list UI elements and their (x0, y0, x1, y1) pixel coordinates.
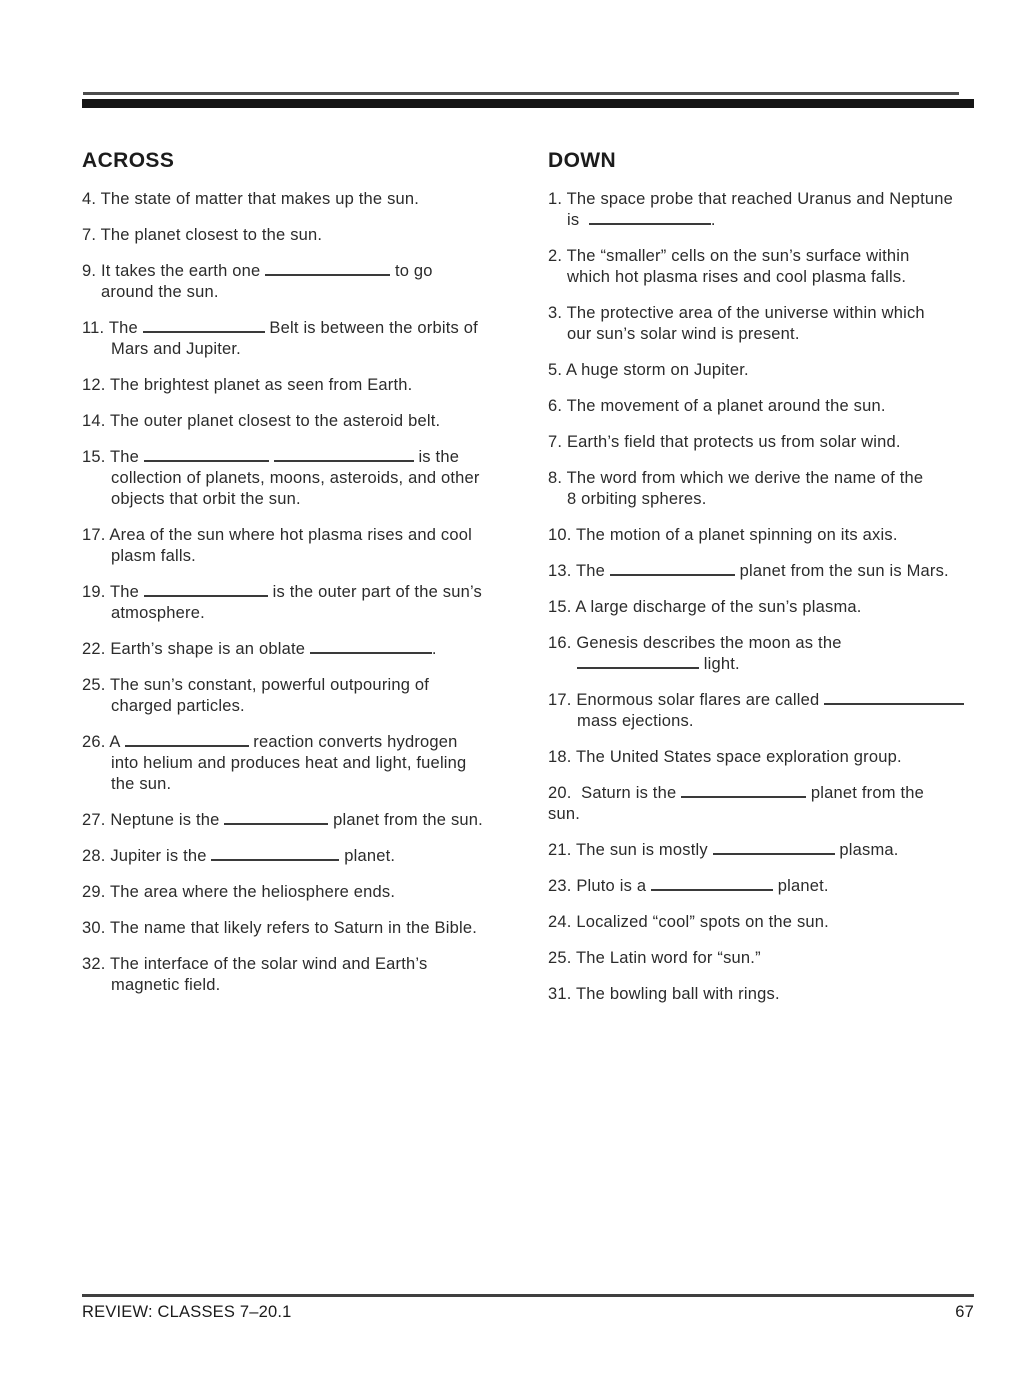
clue-item: 27. Neptune is the planet from the sun. (82, 811, 483, 829)
clue-item: 26. A reaction converts hydrogen into helium and produces heat and light, fueling the sun. (82, 733, 467, 793)
clue-item: 31. The bowling ball with rings. (548, 985, 780, 1003)
clue-item: 13. The planet from the sun is Mars. (548, 562, 949, 580)
clue-item: 10. The motion of a planet spinning on its axis. (548, 526, 898, 544)
clue-number: 16. (548, 634, 577, 652)
clue-item: 7. The planet closest to the sun. (82, 226, 323, 244)
clue-number: 6. (548, 397, 567, 415)
across-heading: ACROSS (82, 149, 175, 172)
clue-item: 12. The brightest planet as seen from Earth. (82, 376, 413, 394)
clue-number: 13. (548, 562, 577, 580)
clue-number: 26. (82, 733, 110, 751)
across-clue-list (82, 189, 508, 996)
answer-blank (713, 840, 835, 855)
clue-item: 1. The space probe that reached Uranus and Neptune is . (548, 190, 954, 229)
clue-number: 20. (548, 784, 577, 802)
clue-item: 25. The Latin word for “sun.” (548, 949, 761, 967)
clue-number: 7. (548, 433, 567, 451)
answer-blank (211, 846, 339, 861)
clue-item: 23. Pluto is a planet. (548, 877, 829, 895)
clue-number: 5. (548, 361, 567, 379)
footer-title: REVIEW: CLASSES 7–20.1 (82, 1303, 292, 1321)
clue-number: 10. (548, 526, 577, 544)
clue-item: 21. The sun is mostly plasma. (548, 841, 899, 859)
across-section (82, 149, 508, 1020)
clue-item: 2. The “smaller” cells on the sun’s surface within which hot plasma rises and cool plasma falls. (548, 247, 910, 286)
page-number: 67 (955, 1303, 974, 1321)
answer-blank (610, 561, 735, 576)
clue-number: 27. (82, 811, 111, 829)
clue-number: 31. (548, 985, 577, 1003)
answer-blank (144, 447, 269, 462)
clue-number: 24. (548, 913, 577, 931)
clue-item: 24. Localized “cool” spots on the sun. (548, 913, 829, 931)
answer-blank (681, 783, 806, 798)
clue-item: 19. The is the outer part of the sun’s atmosphere. (82, 583, 482, 622)
clue-item: 17. Area of the sun where hot plasma rises and cool plasm falls. (82, 526, 472, 565)
clue-number: 18. (548, 748, 577, 766)
clue-number: 32. (82, 955, 111, 973)
clue-item: 18. The United States space exploration group. (548, 748, 902, 766)
clues-container (82, 149, 974, 1020)
clue-item: 6. The movement of a planet around the sun. (548, 397, 886, 415)
clue-item: 22. Earth’s shape is an oblate . (82, 640, 437, 658)
clue-number: 7. (82, 226, 101, 244)
page-footer (82, 1294, 974, 1322)
clue-item: 30. The name that likely refers to Saturn in the Bible. (82, 919, 477, 937)
clue-number: 15. (82, 448, 111, 466)
clue-item: 11. The Belt is between the orbits of Mars and Jupiter. (82, 319, 478, 358)
header-double-rule (82, 92, 974, 108)
clue-item: 15. The is the collection of planets, moons, asteroids, and other objects that orbit the sun. (82, 448, 480, 508)
clue-number: 25. (82, 676, 111, 694)
clue-number: 19. (82, 583, 111, 601)
clue-item: 29. The area where the heliosphere ends. (82, 883, 396, 901)
clue-item: 14. The outer planet closest to the asteroid belt. (82, 412, 441, 430)
clue-number: 3. (548, 304, 567, 322)
answer-blank (310, 639, 432, 654)
down-section (548, 149, 974, 1020)
down-clue-list (548, 189, 974, 1005)
answer-blank (143, 318, 265, 333)
clue-number: 28. (82, 847, 111, 865)
clue-number: 14. (82, 412, 111, 430)
down-heading: DOWN (548, 149, 617, 172)
clue-number: 2. (548, 247, 567, 265)
footer-rule (82, 1294, 974, 1297)
clue-number: 17. (82, 526, 110, 544)
answer-blank (589, 210, 711, 225)
clue-number: 17. (548, 691, 577, 709)
clue-number: 30. (82, 919, 111, 937)
clue-number: 29. (82, 883, 111, 901)
clue-item: 16. Genesis describes the moon as the light. (548, 634, 842, 673)
clue-number: 25. (548, 949, 577, 967)
answer-blank (265, 261, 390, 276)
clue-number: 15. (548, 598, 576, 616)
clue-item: 20. Saturn is the planet from the sun. (548, 784, 924, 823)
clue-item: 17. Enormous solar flares are called mass ejections. (548, 690, 974, 732)
thick-rule (82, 99, 974, 108)
clue-item: 25. The sun’s constant, powerful outpouring of charged particles. (82, 676, 430, 715)
answer-blank (125, 732, 249, 747)
clue-number: 11. (82, 319, 109, 337)
answer-blank (274, 447, 414, 462)
clue-number: 1. (548, 190, 567, 208)
answer-blank (224, 810, 328, 825)
clue-item: 7. Earth’s field that protects us from solar wind. (548, 433, 901, 451)
footer-row (82, 1303, 974, 1322)
clue-number: 22. (82, 640, 111, 658)
clue-item: 28. Jupiter is the planet. (82, 847, 396, 865)
clue-item: 32. The interface of the solar wind and Earth’s magnetic field. (82, 955, 428, 994)
clue-number: 9. (82, 262, 101, 280)
answer-blank (144, 582, 268, 597)
clue-number: 4. (82, 190, 101, 208)
thin-rule (83, 92, 959, 95)
clue-item: 15. A large discharge of the sun’s plasma. (548, 598, 862, 616)
clue-number: 8. (548, 469, 567, 487)
clue-item: 8. The word from which we derive the name of the 8 orbiting spheres. (548, 469, 924, 508)
clue-item: 3. The protective area of the universe within which our sun’s solar wind is present. (548, 304, 925, 343)
clue-number: 12. (82, 376, 111, 394)
clue-item: 4. The state of matter that makes up the sun. (82, 190, 420, 208)
clue-item: 9. It takes the earth one to go around the sun. (82, 262, 433, 301)
answer-blank (824, 690, 964, 705)
answer-blank (577, 654, 699, 669)
clue-number: 21. (548, 841, 577, 859)
clue-number: 23. (548, 877, 577, 895)
answer-blank (651, 876, 773, 891)
clue-item: 5. A huge storm on Jupiter. (548, 361, 749, 379)
